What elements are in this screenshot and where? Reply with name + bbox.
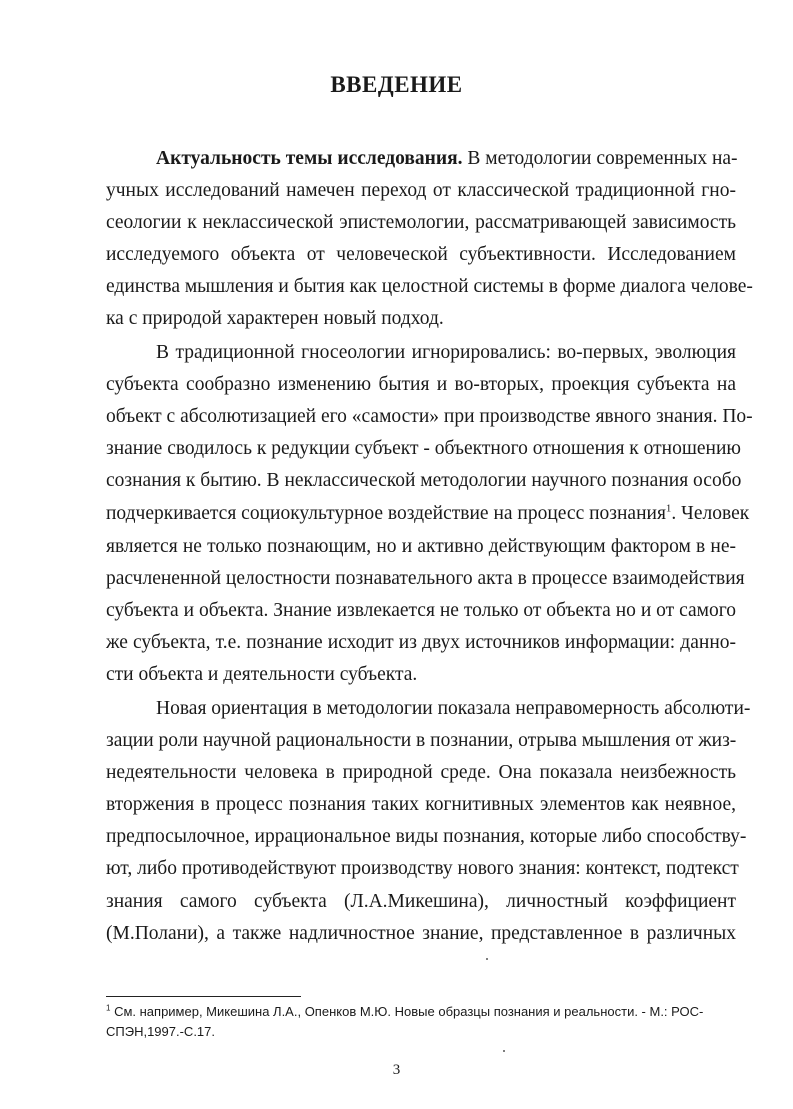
paragraph-line: Новая ориентация в методологии показала неправомерность абсолюти- <box>156 698 751 719</box>
paragraph-line: является не только познающим, но и активно действующим фактором в не- <box>106 536 736 557</box>
paragraph-text: подчеркивается социокультурное воздействие на процесс познания <box>106 503 666 524</box>
footnote-text: См. например, Микешина Л.А., Опенков М.Ю. Новые образцы познания и реальности. - М.: РОС- <box>110 1004 704 1019</box>
scan-speck <box>486 958 488 960</box>
paragraph-line: зации роли научной рациональности в познании, отрыва мышления от жиз- <box>106 730 737 751</box>
paragraph-line: вторжения в процесс познания таких когнитивных элементов как неявное, <box>106 794 736 815</box>
footnote-reference[interactable]: 1 <box>665 502 672 515</box>
paragraph-line: (М.Полани), а также надличностное знание, представленное в различных <box>106 923 736 944</box>
section-lead: Актуальность темы исследования. <box>156 148 463 169</box>
paragraph-text: . Человек <box>671 503 750 524</box>
paragraph-text: В методологии современных на- <box>462 148 738 169</box>
paragraph-line: же субъекта, т.е. познание исходит из двух источников информации: даннo- <box>106 632 736 653</box>
paragraph-line: В традиционной гносеологии игнорировались: во-первых, эволюция <box>156 342 736 363</box>
paragraph-line: сознания к бытию. В неклассической методологии научного познания особо <box>106 470 742 491</box>
paragraph-line: объект с абсолютизацией его «самости» при производстве явного знания. По- <box>106 406 753 427</box>
paragraph-line <box>106 499 750 529</box>
footnote-number: 1 <box>106 1003 111 1013</box>
paragraph-line: единства мышления и бытия как целостной системы в форме диалога челове- <box>106 276 753 297</box>
paragraph-line: сти объекта и деятельности субъекта. <box>106 664 418 685</box>
paragraph-line: сеологии к неклассической эпистемологии, рассматривающей зависимость <box>106 212 736 233</box>
footnote-line: СПЭН,1997.-С.17. <box>106 1024 216 1039</box>
paragraph-line: исследуемого объекта от человеческой субъективности. Исследованием <box>106 244 736 265</box>
paragraph-line: субъекта и объекта. Знание извлекается не только от объекта но и от самого <box>106 600 736 621</box>
paragraph-line: расчлененной целостности познавательного акта в процессе взаимодействия <box>106 568 745 589</box>
footnote-line <box>106 1002 736 1022</box>
paragraph-line <box>106 144 736 174</box>
paragraph-line: учных исследований намечен переход от классической традиционной гно- <box>106 180 736 201</box>
page-title: ВВЕДЕНИЕ <box>330 72 463 97</box>
paragraph-line: ка с природой характерен новый подход. <box>106 308 444 329</box>
page-number: 3 <box>392 1062 401 1078</box>
paragraph-line: предпосылочное, иррациональное виды познания, которые либо способству- <box>106 826 747 847</box>
paragraph-line: ют, либо противодействуют производству нового знания: контекст, подтекст <box>106 858 739 879</box>
paragraph-line: знания самого субъекта (Л.А.Микешина), личностный коэффициент <box>106 891 736 912</box>
paragraph-line: недеятельности человека в природной среде. Она показала неизбежность <box>106 762 736 783</box>
paragraph-line: субъекта сообразно изменению бытия и во-вторых, проекция субъекта на <box>106 374 736 395</box>
footnote-divider <box>106 996 301 997</box>
scan-speck <box>503 1050 505 1052</box>
paragraph-line: знание сводилось к редукции субъект - объектного отношения к отношению <box>106 438 741 459</box>
